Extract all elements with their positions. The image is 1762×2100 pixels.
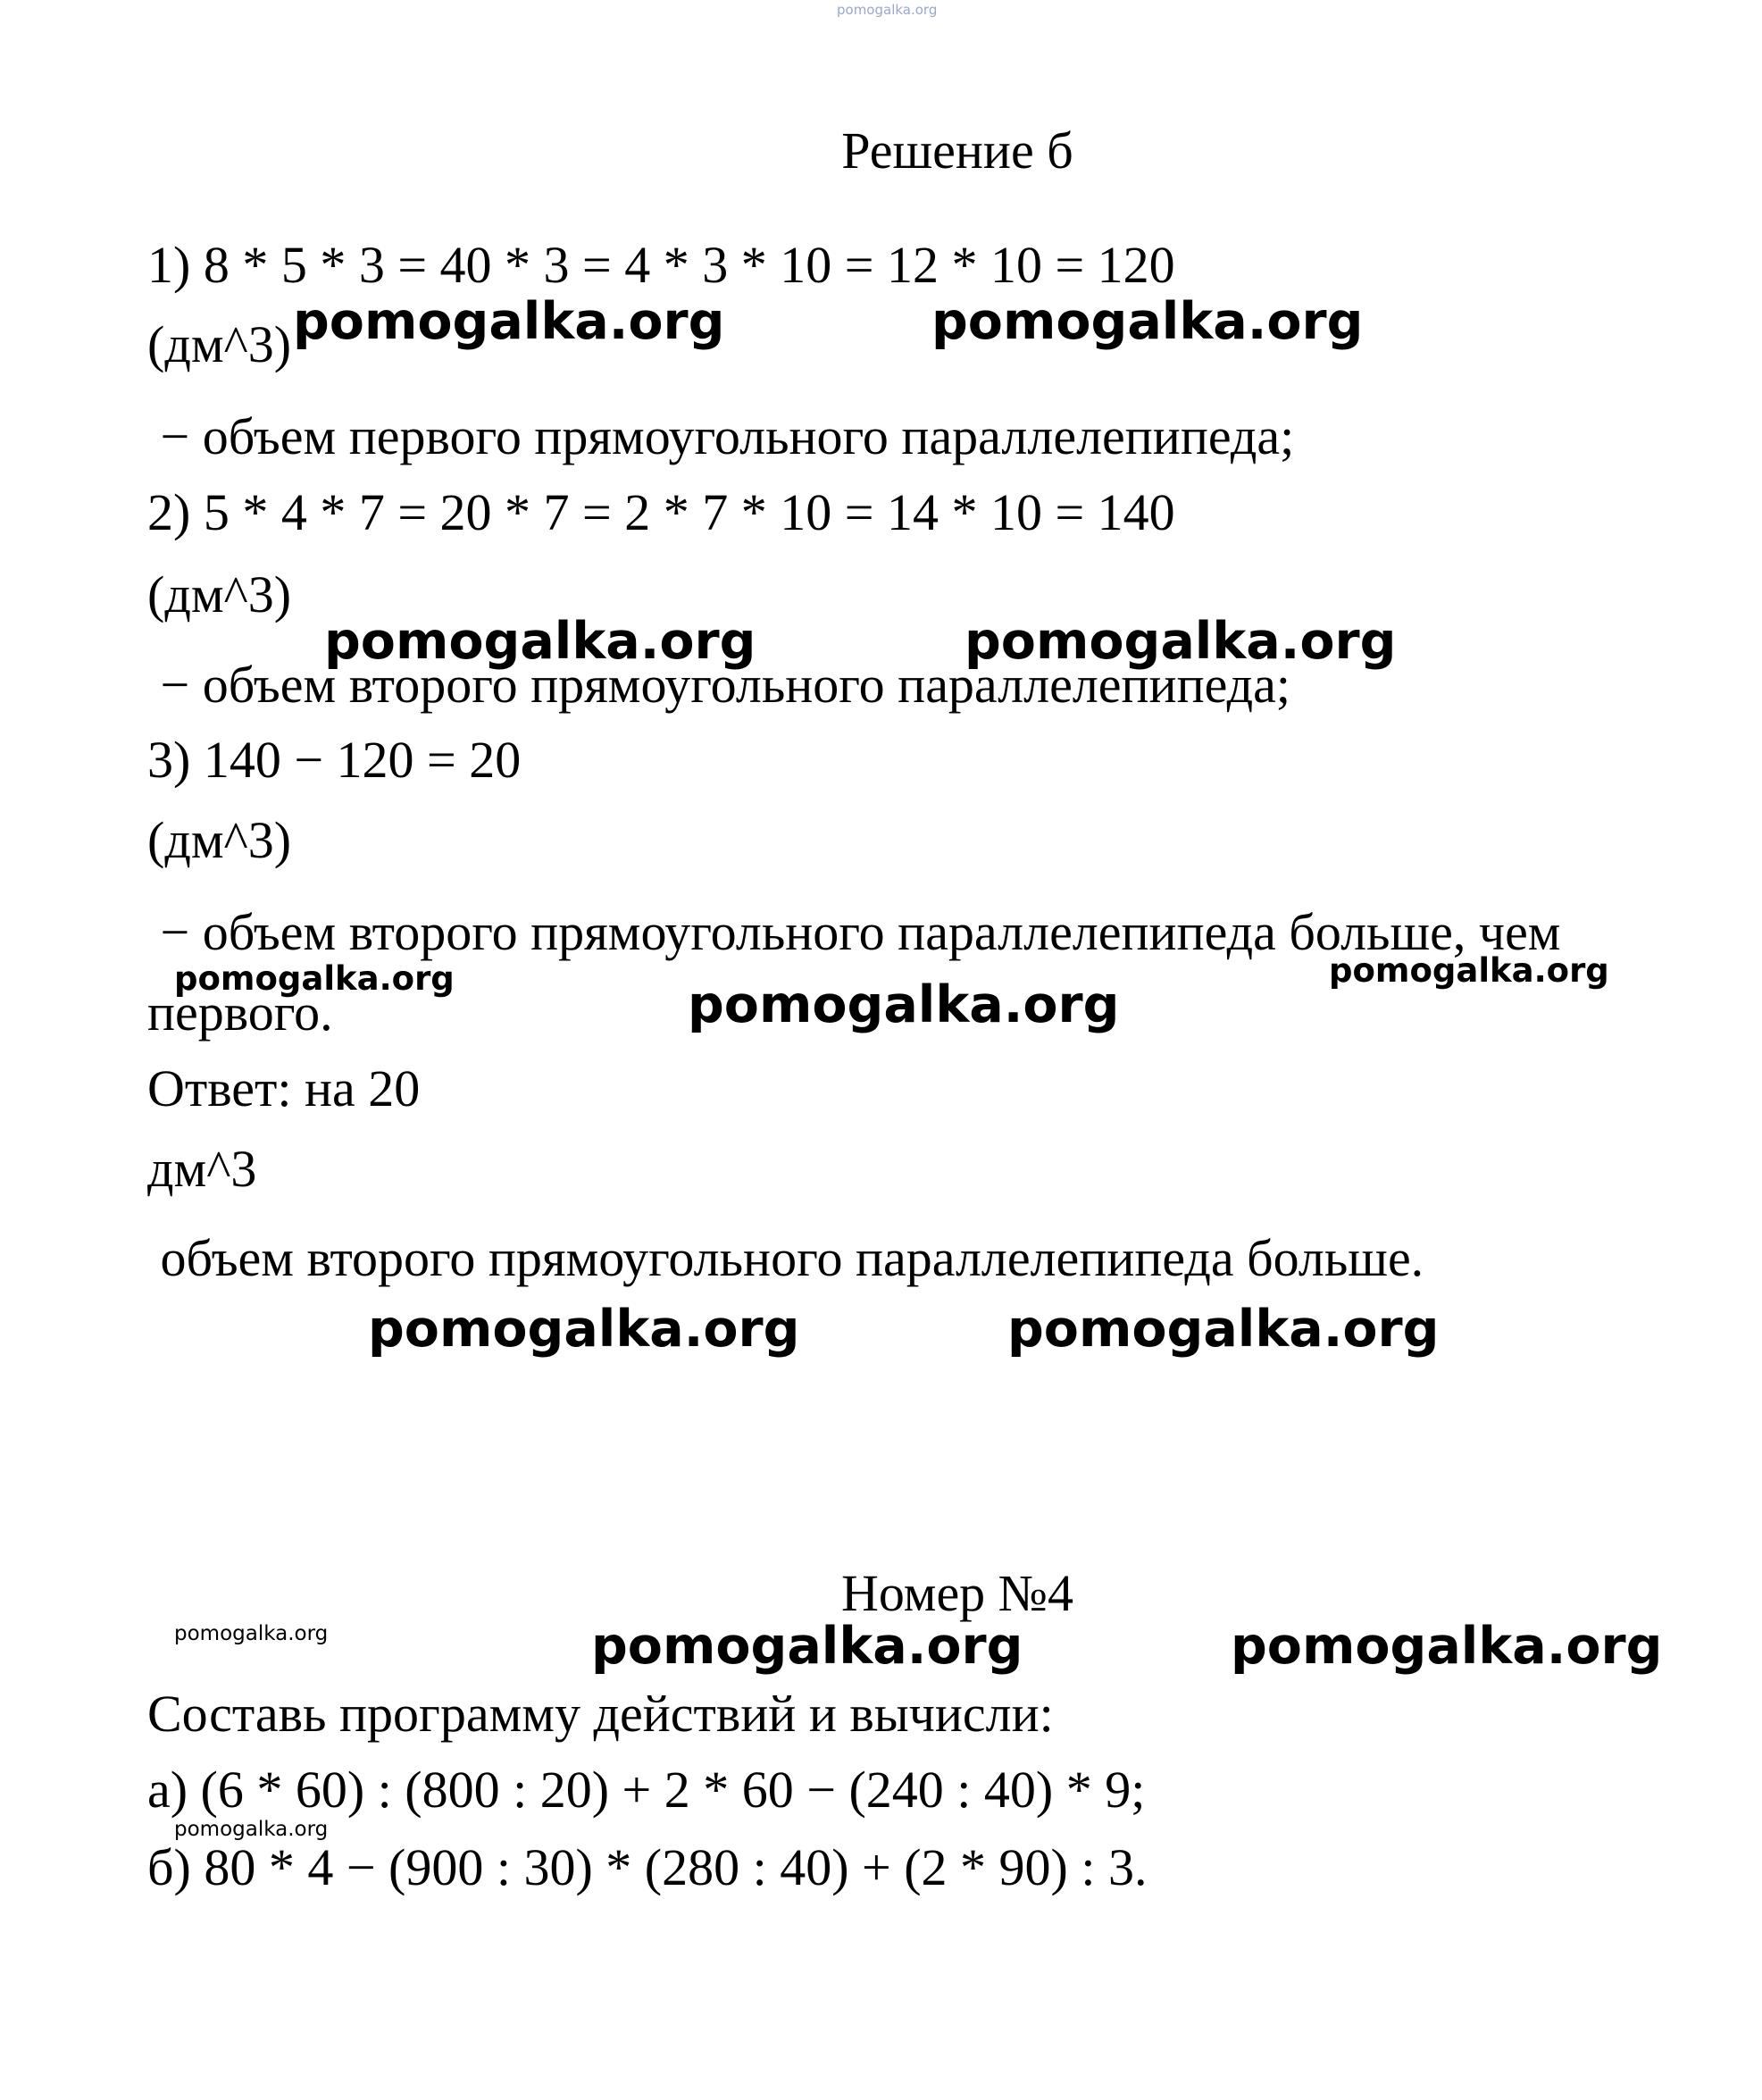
task-text: Составь программу действий и вычисли: (147, 1685, 1054, 1743)
watermark: pomogalka.org (174, 959, 455, 998)
watermark: pomogalka.org (591, 1617, 1023, 1676)
watermark: pomogalka.org (965, 612, 1397, 671)
watermark: pomogalka.org (931, 292, 1364, 351)
solution-line: − объем первого прямоугольного параллелепипеда; (147, 407, 1295, 465)
watermark: pomogalka.org (293, 292, 725, 351)
answer-line: объем второго прямоугольного параллелепипеда больше. (147, 1229, 1424, 1287)
answer-line: дм^3 (147, 1140, 257, 1198)
task-item-a: а) (6 * 60) : (800 : 20) + 2 * 60 − (240 : 40) * 9; (147, 1761, 1146, 1819)
solution-line: (дм^3) (147, 811, 292, 869)
watermark: pomogalka.org (1007, 1300, 1440, 1359)
watermark: pomogalka.org (174, 1818, 329, 1841)
solution-line: (дм^3) (147, 315, 292, 373)
watermark: pomogalka.org (1231, 1617, 1663, 1676)
solution-line: (дм^3) (147, 565, 292, 623)
watermark: pomogalka.org (174, 1622, 329, 1645)
solution-line: − объем второго прямоугольного параллелепипеда; (147, 656, 1290, 714)
solution-line: 1) 8 * 5 * 3 = 40 * 3 = 4 * 3 * 10 = 12 * 10 = 120 (147, 236, 1175, 294)
section-b-heading: Решение б (841, 121, 1073, 180)
watermark: pomogalka.org (688, 975, 1120, 1034)
answer-line: Ответ: на 20 (147, 1059, 421, 1117)
task-item-b: б) 80 * 4 − (900 : 30) * (280 : 40) + (2 * 90) : 3. (147, 1838, 1148, 1896)
top-watermark: pomogalka.org (837, 2, 938, 18)
watermark: pomogalka.org (368, 1300, 800, 1359)
solution-line: 2) 5 * 4 * 7 = 20 * 7 = 2 * 7 * 10 = 14 * 10 = 140 (147, 483, 1175, 541)
watermark: pomogalka.org (324, 612, 756, 671)
watermark: pomogalka.org (1329, 951, 1609, 990)
section-4-heading: Номер №4 (840, 1564, 1074, 1622)
solution-line: 3) 140 − 120 = 20 (147, 731, 522, 789)
solution-line: − объем второго прямоугольного параллелепипеда больше, чем (147, 903, 1561, 961)
solution-line: первого. (147, 983, 333, 1042)
